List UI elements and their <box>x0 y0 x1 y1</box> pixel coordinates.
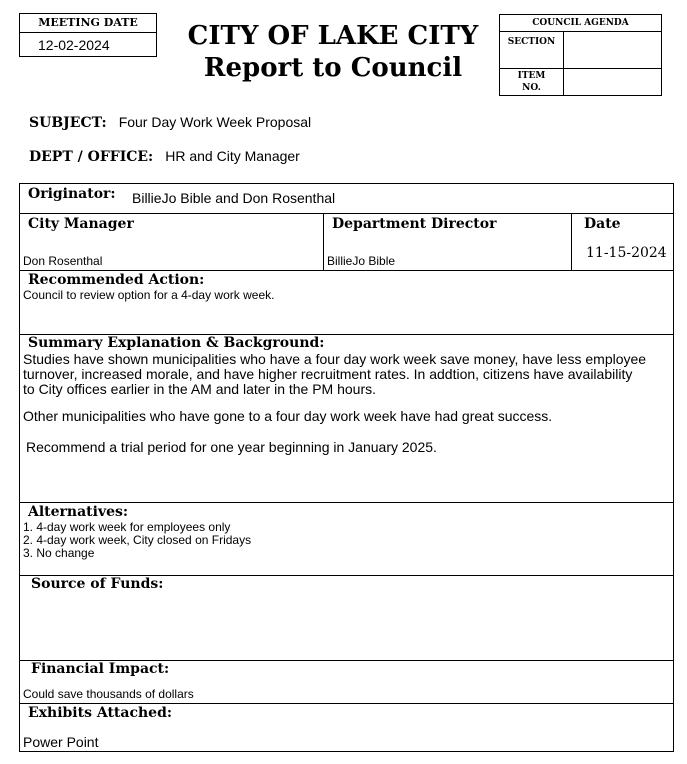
divider <box>20 213 673 214</box>
meeting-date-label: MEETING DATE <box>20 14 156 33</box>
divider <box>20 502 673 503</box>
divider <box>20 703 673 704</box>
date-value: 11-15-2024 <box>586 245 667 261</box>
agenda-section-row <box>500 32 661 69</box>
report-form <box>19 183 674 752</box>
exhibits-text: Power Point <box>23 734 99 750</box>
title-report: Report to Council <box>203 53 463 83</box>
divider <box>20 270 673 271</box>
divider <box>323 213 324 270</box>
exhibits-label: Exhibits Attached: <box>28 705 173 721</box>
meeting-date-value: 12-02-2024 <box>38 37 110 53</box>
subject-field <box>29 114 311 132</box>
financial-impact-label: Financial Impact: <box>31 661 170 677</box>
dept-value: HR and City Manager <box>165 148 300 164</box>
summary-line-4: Other municipalities who have gone to a four day work week have had great success. <box>23 408 553 424</box>
summary-line-5: Recommend a trial period for one year beginning in January 2025. <box>26 439 437 455</box>
meeting-date-box <box>19 13 157 57</box>
summary-line-1: Studies have shown municipalities who have a four day work week save money, have less employee <box>23 351 647 367</box>
alternative-item: 3. No change <box>23 546 95 560</box>
alternative-item: 2. 4-day work week, City closed on Fridays <box>23 533 252 547</box>
report-title <box>178 20 488 84</box>
originator-label: Originator: <box>28 186 116 202</box>
city-manager-label: City Manager <box>28 216 134 232</box>
originator-value: BillieJo Bible and Don Rosenthal <box>132 190 336 206</box>
summary-line-3: to City offices earlier in the AM and later in the PM hours. <box>23 381 377 397</box>
recommended-action-label: Recommended Action: <box>28 272 205 288</box>
alternative-item: 1. 4-day work week for employees only <box>23 520 231 534</box>
summary-line-2: turnover, increased morale, and have higher recruitment rates. In addtion, citizens have availability <box>23 366 633 382</box>
summary-label: Summary Explanation & Background: <box>28 335 325 351</box>
financial-impact-text: Could save thousands of dollars <box>23 687 194 701</box>
agenda-item-label-line1: ITEM <box>517 71 546 81</box>
agenda-section-label: SECTION <box>500 32 564 68</box>
title-city: CITY OF LAKE CITY <box>187 21 479 51</box>
subject-label: SUBJECT: <box>29 115 107 131</box>
city-manager-value: Don Rosenthal <box>23 254 103 268</box>
source-of-funds-label: Source of Funds: <box>31 576 164 592</box>
council-agenda-header: COUNCIL AGENDA <box>500 15 661 32</box>
department-director-label: Department Director <box>332 216 497 232</box>
recommended-action-text: Council to review option for a 4-day work week. <box>23 288 275 302</box>
alternatives-label: Alternatives: <box>28 504 129 520</box>
divider <box>571 213 572 270</box>
department-director-value: BillieJo Bible <box>327 254 396 268</box>
agenda-item-label <box>500 69 564 95</box>
dept-field <box>29 148 300 166</box>
subject-value: Four Day Work Week Proposal <box>118 114 312 130</box>
date-label: Date <box>584 216 621 232</box>
dept-label: DEPT / OFFICE: <box>29 149 154 165</box>
council-agenda-box <box>499 14 662 96</box>
agenda-item-label-line2: NO. <box>522 83 541 93</box>
agenda-item-row <box>500 69 661 95</box>
